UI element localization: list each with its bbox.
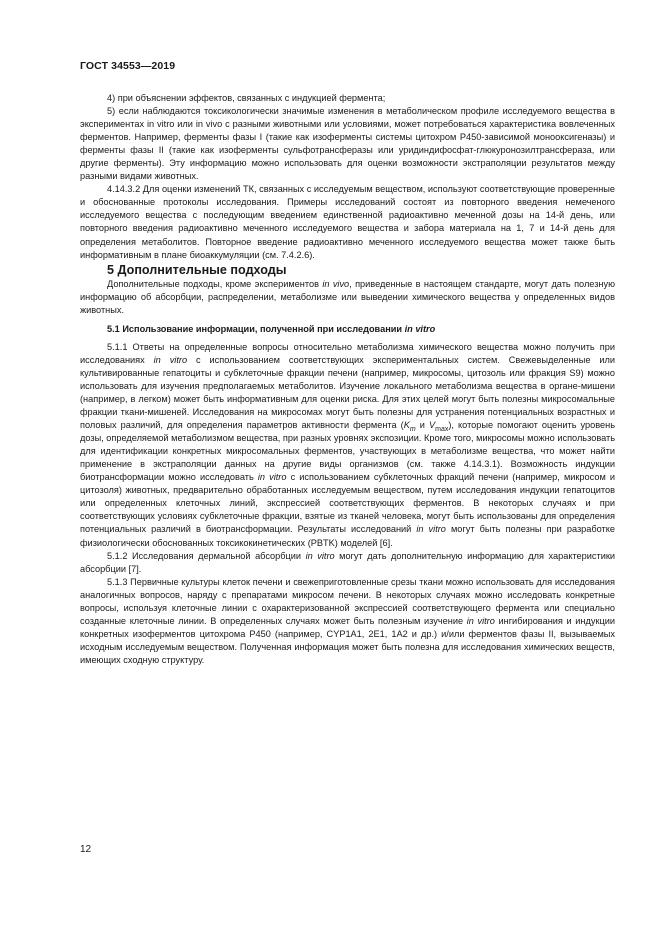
page-number: 12	[80, 844, 92, 855]
list-item: 5) если наблюдаются токсикологически значимые изменения в метаболическом профиле исследуемого вещества в экспериментах in vitro или in vivo с разными животными или условиями, может потребоваться характеристика вовлеченных ферментов. Например, ферменты фазы I (такие как изоферменты системы цитохром P450-зависимой монооксигеназы) и ферменты фазы II (такие как изоферменты сульфотрансферазы или уридиндифосфат-глюкуронозилтрансфераза, или другие ферменты). Эту информацию можно использовать для оценки возможности экстраполяции результатов между разными видами животных.	[80, 106, 615, 182]
list-item: 4) при объяснении эффектов, связанных с индукцией фермента;	[107, 93, 386, 103]
paragraph-5-1-2: 5.1.2 Исследования дермальной абсорбции in vitro могут дать дополнительную информацию для характеристики абсорбции [7].	[80, 550, 615, 574]
section-5-title: 5 Дополнительные подходы	[107, 262, 287, 277]
document-header: ГОСТ 34553—2019	[80, 60, 176, 72]
subsection-5-1-title: 5.1 Использование информации, полученной при исследовании in vitro	[107, 323, 436, 334]
paragraph-5-1-3: 5.1.3 Первичные культуры клеток печени и свежеприготовленные срезы ткани можно использовать для исследования аналогичных вопросов, наряду с препаратами микросом печени. В некоторых случаях можно исследовать конкретные вопросы, используя клеточные линии с охарактеризованной экспрессией соответствующего фермента или специально созданные клеточные линии. В определенных случаях может быть полезным изучение in vitro ингибирования и индукции конкретных изоферментов цитохрома P450 (например, CYP1A1, 2E1, 1A2 и др.) и/или ферментов фазы II, вызываемых исходным исследуемым веществом. Полученная информация может быть полезна для исследования химических веществ, имеющих сходную структуру.	[80, 576, 615, 665]
paragraph-5-1-1: 5.1.1 Ответы на определенные вопросы относительно метаболизма химического вещества можно получить при исследованиях in vitro с использованием соответствующих экспериментальных систем. Свежевыделенные или культивированные гепатоциты и субклеточные фракции печени (например, микросомы, цитозоль или фракция S9) можно использовать для изучения предполагаемых метаболитов. Изучение локального метаболизма вещества в органе-мишени (например, в легком) может быть информативным для оценки риска. Для этих целей могут быть полезны микросомальные фракции ткани-мишеней. Исследования на микросомах могут быть полезны для устранения потенциальных возрастных и половых различий, для определения параметров активности фермента ($K_m$ и $V_{max}$), которые помогают оценить уровень дозы, определяемой метаболизмом вещества, при разных уровнях экспозиции. Кроме того, микросомы можно использовать для идентификации конкретных микросомальных ферментов, участвующих в метаболизме вещества, что может найти применение в экстраполяции данных на другие виды организмов (см. также 4.14.3.1). Возможность индукции биотрансформации можно исследовать in vitro с использованием субклеточных фракций печени (например, микросом и цитозоля) животных, предварительно обработанных исследуемым веществом, путем исследования индукции гепатоцитов или определенных клеточных линий, экспрессией соответствующих ферментов. В некоторых случаях и при соответствующих условиях субклеточные фракции, взятые из тканей человека, могут быть использованы для определения потенциальных различий в биотрансформации. Результаты исследований in vitro могут быть полезны при разработке физиологически обоснованных токсикокинетических (PBTK) моделей [6].	[80, 341, 616, 548]
paragraph-4-14-3-2: 4.14.3.2 Для оценки изменений ТК, связанных с исследуемым веществом, используют соответствующие проверенные и обоснованные протоколы исследования. Примеры исследований состоят из повторного введения немеченого исследуемого вещества с последующим введением единственной радиоактивно меченной дозы на 14-й день, или повторного введения радиоактивно меченного исследуемого вещества и забора материала на 1, 7 и 14-й день для определения метаболитов. Повторное введение радиоактивно меченного исследуемого вещества может также быть информативным в плане биоаккумуляции (см. 7.4.2.6).	[80, 184, 615, 260]
document-body	[80, 92, 615, 667]
section-5-intro: Дополнительные подходы, кроме экспериментов in vivo, приведенные в настоящем стандарте, могут дать полезную информацию об абсорбции, распределении, метаболизме или выведении химического вещества у определенных видов животных.	[80, 278, 615, 315]
